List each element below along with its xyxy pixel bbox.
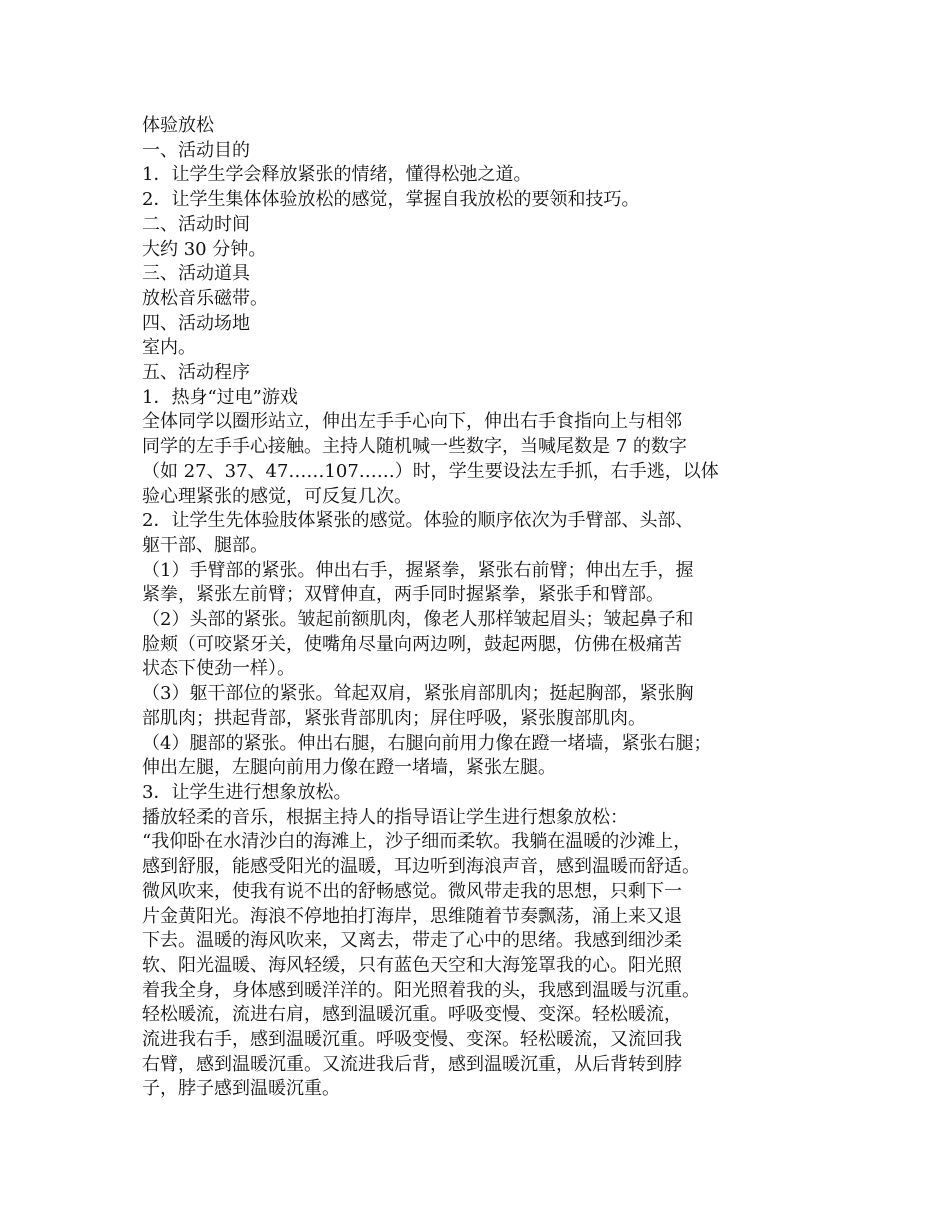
step2-1-paragraph: [142, 559, 832, 608]
goal-item-2: 2．让学生集体体验放松的感觉，掌握自我放松的要领和技巧。: [142, 189, 640, 211]
paragraph-line: “我仰卧在水清沙白的海滩上，沙子细而柔软。我躺在温暖的沙滩上，: [142, 831, 692, 853]
paragraph-line: 微风吹来，使我有说不出的舒畅感觉。微风带走我的思想，只剩下一: [142, 880, 682, 902]
time-text: 大约 30 分钟。: [142, 238, 267, 260]
paragraph-line: 同学的左手手心接触。主持人随机喊一些数字，当喊尾数是 7 的数字: [142, 436, 687, 458]
section-heading-props: 三、活动道具: [142, 263, 250, 285]
document-body: [142, 114, 832, 1102]
step2-3-paragraph: [142, 682, 832, 731]
step3-intro: 播放轻柔的音乐，根据主持人的指导语让学生进行想象放松：: [142, 806, 628, 828]
paragraph-line: （1）手臂部的紧张。伸出右手，握紧拳，紧张右前臂；伸出左手，握: [142, 559, 694, 581]
paragraph-line: （4）腿部的紧张。伸出右腿，右腿向前用力像在蹬一堵墙，紧张右腿；: [142, 732, 712, 754]
section-heading-procedure: 五、活动程序: [142, 362, 250, 384]
paragraph-line: 子，脖子感到温暖沉重。: [142, 1078, 340, 1100]
paragraph-line: 脸颊（可咬紧牙关，使嘴角尽量向两边咧，鼓起两腮，仿佛在极痛苦: [142, 633, 682, 655]
step2-4-paragraph: [142, 732, 832, 781]
step3-script-paragraph: [142, 830, 832, 1102]
paragraph-line: 伸出左腿，左腿向前用力像在蹬一堵墙，紧张左腿。: [142, 757, 556, 779]
goal-item-1: 1．让学生学会释放紧张的情绪，懂得松弛之道。: [142, 164, 532, 186]
document-title: 体验放松: [142, 115, 214, 136]
paragraph-line: 着我全身，身体感到暖洋洋的。阳光照着我的头，我感到温暖与沉重。: [142, 979, 700, 1001]
paragraph-line: 右臂，感到温暖沉重。又流进我后背，感到温暖沉重，从后背转到脖: [142, 1053, 682, 1075]
paragraph-line: 紧拳，紧张左前臂；双臂伸直，两手同时握紧拳，紧张手和臂部。: [142, 584, 664, 606]
paragraph-line: 躯干部、腿部。: [142, 534, 268, 556]
paragraph-line: 轻松暖流，流进右肩，感到温暖沉重。呼吸变慢、变深。轻松暖流，: [142, 1004, 682, 1026]
paragraph-line: （2）头部的紧张。皱起前额肌肉，像老人那样皱起眉头；皱起鼻子和: [142, 609, 694, 631]
paragraph-line: 验心理紧张的感觉，可反复几次。: [142, 485, 412, 507]
paragraph-line: （如 27、37、47……107……）时，学生要设法左手抓，右手逃，以体: [142, 460, 719, 482]
step2-paragraph: [142, 509, 832, 558]
paragraph-line: 部肌肉；拱起背部，紧张背部肌肉；屏住呼吸，紧张腹部肌肉。: [142, 707, 646, 729]
paragraph-line: 2．让学生先体验肢体紧张的感觉。体验的顺序依次为手臂部、头部、: [142, 510, 694, 532]
paragraph-line: 全体同学以圈形站立，伸出左手手心向下，伸出右手食指向上与相邻: [142, 411, 682, 433]
paragraph-line: 流进我右手，感到温暖沉重。呼吸变慢、变深。轻松暖流，又流回我: [142, 1029, 682, 1051]
paragraph-line: 片金黄阳光。海浪不停地拍打海岸，思维随着节奏飘荡，涌上来又退: [142, 905, 682, 927]
paragraph-line: 感到舒服，能感受阳光的温暖，耳边听到海浪声音，感到温暖而舒适。: [142, 856, 700, 878]
section-heading-goal: 一、活动目的: [142, 139, 250, 161]
step3-heading: 3．让学生进行想象放松。: [142, 781, 352, 803]
venue-text: 室内。: [142, 337, 196, 359]
section-heading-time: 二、活动时间: [142, 213, 250, 235]
paragraph-line: 状态下使劲一样）。: [142, 658, 295, 680]
paragraph-line: 下去。温暖的海风吹来，又离去，带走了心中的思绪。我感到细沙柔: [142, 930, 682, 952]
paragraph-line: （3）躯干部位的紧张。耸起双肩，紧张肩部肌肉；挺起胸部，紧张胸: [142, 683, 694, 705]
step1-paragraph: [142, 410, 832, 509]
props-text: 放松音乐磁带。: [142, 287, 268, 309]
paragraph-line: 软、阳光温暖、海风轻缓，只有蓝色天空和大海笼罩我的心。阳光照: [142, 954, 682, 976]
section-heading-venue: 四、活动场地: [142, 312, 250, 334]
step1-heading: 1．热身“过电”游戏: [142, 386, 298, 408]
step2-2-paragraph: [142, 608, 832, 682]
